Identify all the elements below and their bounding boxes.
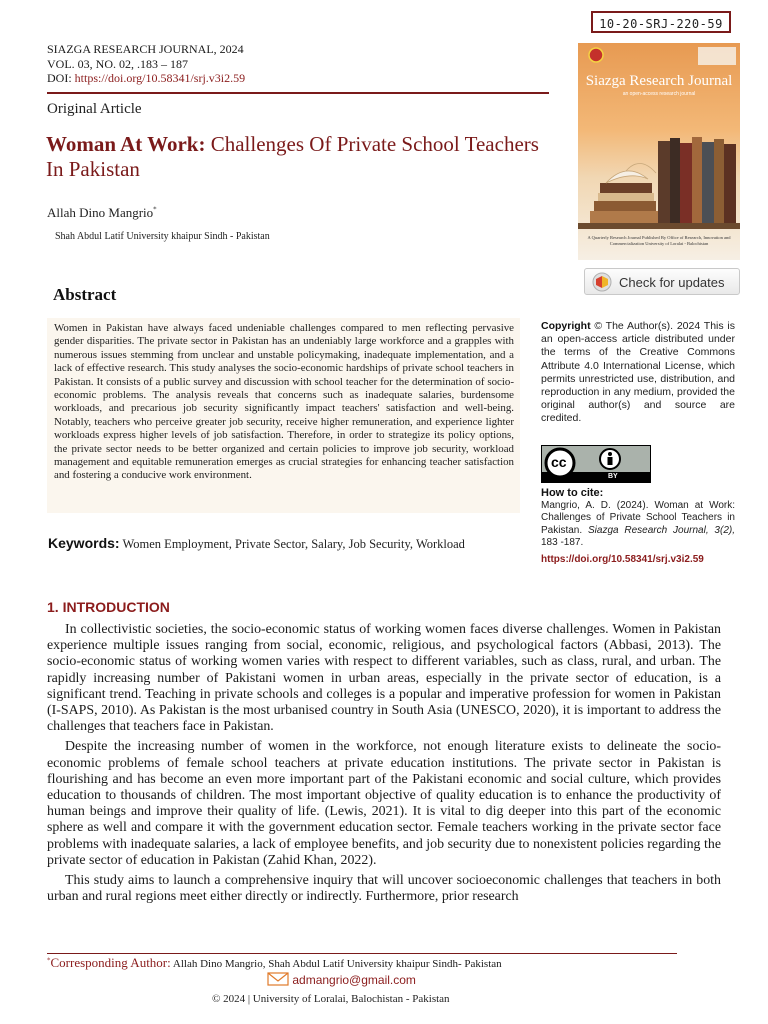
journal-name-line: SIAZGA RESEARCH JOURNAL, 2024 (47, 42, 244, 56)
journal-info (47, 42, 245, 86)
author-marker: * (153, 205, 157, 214)
corresponding-author-line (47, 955, 502, 971)
article-title (46, 132, 551, 182)
cite-heading: How to cite: (541, 487, 604, 499)
introduction-body (47, 622, 721, 909)
intro-paragraph-3: This study aims to launch a comprehensive inquiry that will uncover socioeconomic challenges that teachers in both urban and rural regions meet either directly or indirectly. Furthermore, prior research (47, 873, 721, 905)
corresponding-marker: * (47, 956, 51, 965)
cover-title: Siazga Research Journal (585, 73, 733, 89)
keywords-line (48, 535, 465, 552)
journal-cover-image (578, 43, 740, 260)
cc-text: cc (551, 454, 567, 470)
abstract-text: Women in Pakistan have always faced undeniable challenges compared to men reflecting pervasive gender disparities. The private sector in Pakistan has an undeniably large workforce and a grapples with numerous issues stemming from unclear and unstable policymaking, inadequate implementation, and a lack of effective research. This study analyses the socio-economic hardships of private school teachers in Pakistan. It consists of a public survey and discussion with school teacher for the determination of socio-economic problems. The analysis reveals that concerns such as inadequate salaries, burdensome workloads, and precarious job security significantly impact teachers' satisfaction and well-being. Notably, teachers who perceive greater job security, receive higher remuneration, and experience lighter workloads express higher levels of job satisfaction. Therefore, in order to strategize its policy options, the private sector needs to be better organized and certain policies to improve job security, workload management and equitable remuneration emerges as crucial strategies for enhancing teacher satisfaction and fostering a conducive work environment. (54, 322, 514, 482)
email-icon (267, 971, 289, 987)
journal-volume-line: VOL. 03, NO. 02, .183 – 187 (47, 56, 188, 71)
doi-link[interactable]: https://doi.org/10.58341/srj.v3i2.59 (74, 71, 246, 85)
journal-doi-line (47, 71, 245, 86)
doi-label: DOI: (47, 71, 72, 85)
title-rest: Challenges Of Private School Teachers In Pakistan (46, 132, 539, 181)
cite-doi-link[interactable]: https://doi.org/10.58341/srj.v3i2.59 (541, 553, 704, 565)
cite-text: Mangrio, A. D. (2024). Woman at Work: Challenges of Private School Teachers in Pakistan. (541, 499, 735, 536)
cite-pages: 183 -187. (541, 537, 584, 548)
footer-divider (47, 953, 677, 954)
cover-footer: A Quarterly Research Journal Published By Office of Research, Innovation and Commercialization University of Loralai - Balochistan (587, 235, 731, 246)
title-lead: Woman At Work: (46, 132, 206, 156)
university-seal-icon (589, 48, 603, 62)
how-to-cite-block (541, 487, 735, 566)
copyright-text: This is an open-access article distributed under the terms of the Creative Commons Attribute 4.0 International License, which permits unrestricted use, distribution, and reproduction in any medium, provided the original author(s) and source are credited. (541, 320, 735, 425)
footer-copyright: © 2024 | University of Loralai, Balochistan - Pakistan (212, 993, 450, 1005)
author-affiliation: Shah Abdul Latif University khaipur Sindh - Pakistan (55, 231, 270, 242)
abstract-heading: Abstract (53, 285, 117, 304)
header-divider (47, 92, 549, 94)
author-line (47, 205, 157, 221)
corresponding-text: Allah Dino Mangrio, Shah Abdul Latif University khaipur Sindh- Pakistan (172, 958, 502, 970)
article-type: Original Article (47, 101, 142, 117)
cite-journal-ref: Siazga Research Journal, 3(2), (587, 524, 735, 536)
check-for-updates-button[interactable] (584, 268, 740, 295)
email-line (267, 971, 416, 987)
cover-subtitle: an open-access research journal (622, 91, 696, 97)
intro-paragraph-2: Despite the increasing number of women in the workforce, not enough literature exists to delineate the socio-economic problems of female school teachers at private education institutions. The private sector in Pakistan is flourishing and has become an even more important part of the Pakistani economic and social culture, which provides education to thousands of children. The most important objective of quality education is to enhance the productivity of human beings and improve their quality of life. (Lewis, 2021). It is vital to dig deeper into this part of the economic sphere as well and compare it with the government education sector. Female teachers working in the private sector face problems with inadequate salaries, a lack of employee benefits, and job security due to nonexistent policies regarding the private sector of education in Pakistan (Zahid Khan, 2022). (47, 739, 721, 868)
corresponding-label: Corresponding Author: (50, 955, 171, 970)
introduction-heading: 1. INTRODUCTION (47, 599, 170, 615)
intro-paragraph-1: In collectivistic societies, the socio-economic status of working women faces diverse challenges. Women in Pakistan experience multiple issues ranging from social, economic, religious, and psychological factors (Abbasi, 2013). The socio-economic status of working women varies with respect to different variables, such as class, rural, and urban. The rapidly increasing number of Pakistani women in urban areas, especially in the private sector of education, is a significant trend. Teaching in private schools and colleges is a popular and imperative profession for women in Pakistan (I-SAPS, 2010). As Pakistan is the most urbanised country in South Asia (UNESCO, 2020), it is important to address the challenges that teachers face in Pakistan. (47, 622, 721, 735)
keywords-label: Keywords: (48, 535, 120, 551)
article-code-box: 10-20-SRJ-220-59 (591, 11, 731, 33)
email-link[interactable]: admangrio@gmail.com (292, 973, 416, 987)
cc-by-license-badge[interactable] (541, 445, 651, 483)
check-updates-label: Check for updates (619, 275, 725, 290)
author-name: Allah Dino Mangrio (47, 205, 154, 220)
copyright-block (541, 320, 735, 426)
crossmark-icon (591, 271, 613, 293)
keywords-text: Women Employment, Private Sector, Salary, Job Security, Workload (122, 537, 465, 551)
copyright-owner: © The Author(s). 2024 (594, 320, 701, 332)
cc-by-text: BY (608, 473, 618, 480)
copyright-label: Copyright (541, 320, 591, 332)
